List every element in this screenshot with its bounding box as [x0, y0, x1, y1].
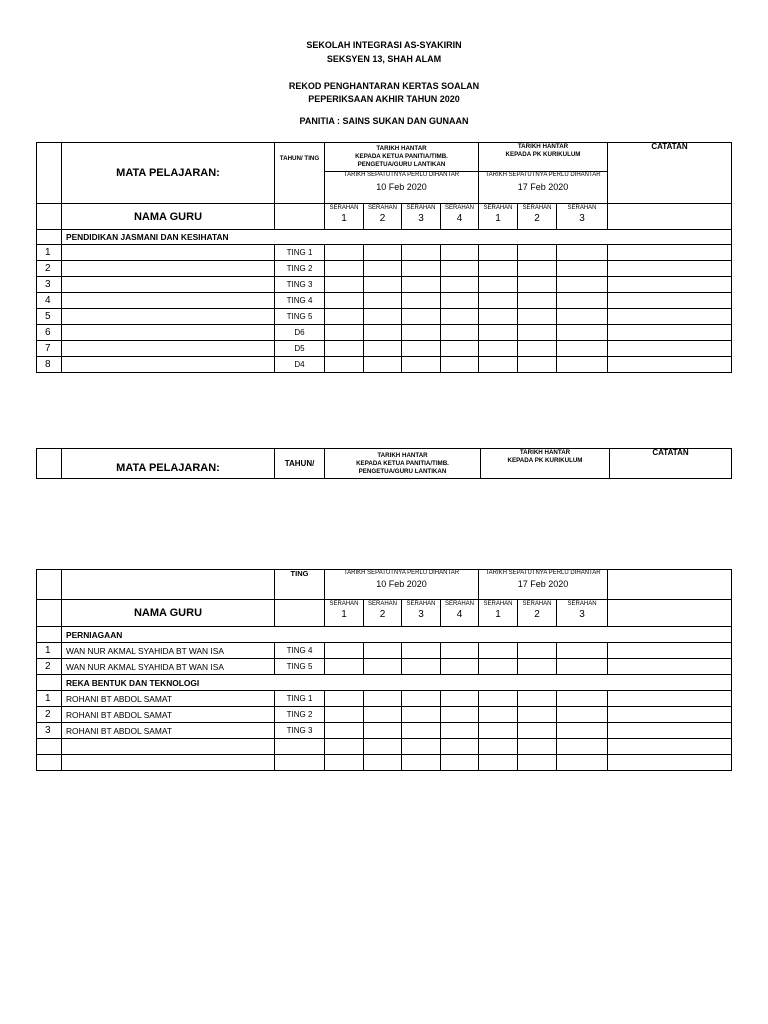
blank-cell: [608, 600, 732, 627]
teacher-name-cell[interactable]: [62, 739, 275, 755]
row-number: 1: [37, 691, 62, 707]
blank-cell: [608, 204, 732, 230]
hantar-pk-header: TARIKH HANTAR KEPADA PK KURIKULUM: [479, 143, 608, 172]
teacher-name-cell[interactable]: [62, 325, 275, 341]
row-number: 6: [37, 325, 62, 341]
teacher-name-cell[interactable]: WAN NUR AKMAL SYAHIDA BT WAN ISA: [62, 659, 275, 675]
level-cell: TING 3: [275, 277, 325, 293]
date-pk-cell: TARIKH SEPATUTNYA PERLU DIHANTAR 17 Feb 2020: [479, 172, 608, 204]
catatan-entry-cell[interactable]: [608, 293, 732, 309]
serahan-entry-cell[interactable]: [441, 691, 479, 707]
mata-pelajaran-label: MATA PELAJARAN:: [62, 449, 275, 479]
serahan-entry-cell[interactable]: [441, 341, 479, 357]
exam-title: PEPERIKSAAN AKHIR TAHUN 2020: [308, 94, 460, 104]
serahan-entry-cell[interactable]: [402, 277, 441, 293]
serahan-entry-cell[interactable]: [557, 325, 608, 341]
record-table-1: [36, 142, 732, 373]
date-pk-cell: TARIKH SEPATUTNYA PERLU DIHANTAR 17 Feb 2020: [479, 570, 608, 600]
serahan-3: SERAHAN 3: [402, 600, 441, 627]
catatan-label: CATATAN: [610, 449, 732, 479]
serahan-entry-cell[interactable]: [518, 277, 557, 293]
level-cell: D5: [275, 341, 325, 357]
serahan-entry-cell[interactable]: [557, 755, 608, 771]
catatan-entry-cell[interactable]: [608, 325, 732, 341]
blank-cell: [37, 627, 62, 643]
serahan-entry-cell[interactable]: [441, 277, 479, 293]
teacher-name-cell[interactable]: ROHANI BT ABDOL SAMAT: [62, 723, 275, 739]
level-cell: [275, 739, 325, 755]
serahan-entry-cell[interactable]: [364, 723, 402, 739]
table-row: [37, 691, 732, 707]
serahan-entry-cell[interactable]: [479, 739, 518, 755]
serahan-entry-cell[interactable]: [479, 755, 518, 771]
catatan-entry-cell[interactable]: [608, 739, 732, 755]
table-row: [37, 293, 732, 309]
serahan-entry-cell[interactable]: [518, 659, 557, 675]
row-number: 1: [37, 245, 62, 261]
record-table-2: [36, 448, 732, 479]
serahan-entry-cell[interactable]: [402, 739, 441, 755]
serahan-entry-cell[interactable]: [325, 643, 364, 659]
subject-heading: PERNIAGAAN: [62, 627, 732, 643]
teacher-name-cell[interactable]: [62, 277, 275, 293]
tahun-ting-label: TAHUN/ TING: [275, 143, 325, 204]
record-title: REKOD PENGHANTARAN KERTAS SOALAN: [288, 81, 480, 91]
serahan-entry-cell[interactable]: [325, 341, 364, 357]
blank-cell: [37, 570, 62, 600]
teacher-name-cell[interactable]: [62, 245, 275, 261]
serahan-pk-2: SERAHAN 2: [518, 600, 557, 627]
catatan-entry-cell[interactable]: [608, 643, 732, 659]
serahan-entry-cell[interactable]: [364, 739, 402, 755]
serahan-entry-cell[interactable]: [557, 643, 608, 659]
serahan-entry-cell[interactable]: [325, 723, 364, 739]
serahan-entry-cell[interactable]: [364, 357, 402, 373]
serahan-pk-1: SERAHAN 1: [479, 204, 518, 230]
serahan-entry-cell[interactable]: [441, 707, 479, 723]
table-row: [37, 357, 732, 373]
serahan-pk-3: SERAHAN 3: [557, 600, 608, 627]
serahan-entry-cell[interactable]: [364, 707, 402, 723]
serahan-entry-cell[interactable]: [402, 357, 441, 373]
teacher-name-cell[interactable]: [62, 261, 275, 277]
row-number: 3: [37, 277, 62, 293]
table-row: [37, 325, 732, 341]
serahan-entry-cell[interactable]: [364, 659, 402, 675]
hantar-panitia-header: TARIKH HANTAR KEPADA KETUA PANITIA/TIMB. PENGETUA/GURU LANTIKAN: [325, 143, 479, 172]
serahan-entry-cell[interactable]: [557, 277, 608, 293]
serahan-entry-cell[interactable]: [364, 261, 402, 277]
serahan-entry-cell[interactable]: [402, 325, 441, 341]
serahan-entry-cell[interactable]: [518, 707, 557, 723]
row-number: 8: [37, 357, 62, 373]
blank-cell: [37, 143, 62, 204]
serahan-pk-3: SERAHAN 3: [557, 204, 608, 230]
panitia-title: PANITIA : SAINS SUKAN DAN GUNAAN: [299, 116, 469, 126]
serahan-entry-cell[interactable]: [479, 245, 518, 261]
serahan-entry-cell[interactable]: [402, 643, 441, 659]
serahan-entry-cell[interactable]: [518, 309, 557, 325]
teacher-name-cell[interactable]: [62, 309, 275, 325]
serahan-entry-cell[interactable]: [518, 245, 557, 261]
row-number: [37, 755, 62, 771]
catatan-entry-cell[interactable]: [608, 659, 732, 675]
table-row: [37, 261, 732, 277]
serahan-entry-cell[interactable]: [557, 659, 608, 675]
row-number: 5: [37, 309, 62, 325]
serahan-entry-cell[interactable]: [441, 723, 479, 739]
table-row: [37, 309, 732, 325]
serahan-entry-cell[interactable]: [518, 325, 557, 341]
serahan-entry-cell[interactable]: [325, 755, 364, 771]
serahan-entry-cell[interactable]: [325, 245, 364, 261]
row-number: 2: [37, 659, 62, 675]
serahan-2: SERAHAN 2: [364, 600, 402, 627]
hantar-panitia-header: TARIKH HANTAR KEPADA KETUA PANITIA/TIMB. PENGETUA/GURU LANTIKAN: [325, 449, 481, 479]
catatan-entry-cell[interactable]: [608, 357, 732, 373]
serahan-entry-cell[interactable]: [441, 659, 479, 675]
serahan-entry-cell[interactable]: [441, 245, 479, 261]
serahan-entry-cell[interactable]: [402, 309, 441, 325]
serahan-entry-cell[interactable]: [364, 755, 402, 771]
serahan-entry-cell[interactable]: [557, 739, 608, 755]
serahan-entry-cell[interactable]: [557, 707, 608, 723]
serahan-entry-cell[interactable]: [518, 755, 557, 771]
serahan-entry-cell[interactable]: [402, 707, 441, 723]
serahan-entry-cell[interactable]: [402, 261, 441, 277]
record-table-3: [36, 569, 732, 771]
serahan-2: SERAHAN 2: [364, 204, 402, 230]
level-cell: TING 5: [275, 659, 325, 675]
serahan-entry-cell[interactable]: [441, 309, 479, 325]
serahan-entry-cell[interactable]: [441, 739, 479, 755]
blank-cell: [275, 600, 325, 627]
teacher-name-cell[interactable]: ROHANI BT ABDOL SAMAT: [62, 691, 275, 707]
serahan-entry-cell[interactable]: [557, 691, 608, 707]
blank-cell: [62, 570, 275, 600]
serahan-entry-cell[interactable]: [518, 293, 557, 309]
serahan-entry-cell[interactable]: [479, 691, 518, 707]
table-row: [37, 277, 732, 293]
date-panitia-cell: TARIKH SEPATUTNYA PERLU DIHANTAR 10 Feb 2020: [325, 570, 479, 600]
level-cell: TING 3: [275, 723, 325, 739]
row-number: 7: [37, 341, 62, 357]
serahan-entry-cell[interactable]: [479, 707, 518, 723]
school-address: SEKSYEN 13, SHAH ALAM: [326, 54, 442, 64]
serahan-entry-cell[interactable]: [479, 357, 518, 373]
table-row: [37, 739, 732, 755]
serahan-entry-cell[interactable]: [479, 277, 518, 293]
row-number: 3: [37, 723, 62, 739]
nama-guru-label: NAMA GURU: [62, 204, 275, 230]
subject-heading: REKA BENTUK DAN TEKNOLOGI: [62, 675, 732, 691]
row-number: 1: [37, 643, 62, 659]
catatan-entry-cell[interactable]: [608, 691, 732, 707]
school-name: SEKOLAH INTEGRASI AS-SYAKIRIN: [306, 40, 462, 50]
catatan-entry-cell[interactable]: [608, 707, 732, 723]
serahan-4: SERAHAN 4: [441, 204, 479, 230]
serahan-entry-cell[interactable]: [518, 261, 557, 277]
serahan-entry-cell[interactable]: [479, 723, 518, 739]
serahan-4: SERAHAN 4: [441, 600, 479, 627]
serahan-entry-cell[interactable]: [479, 659, 518, 675]
tahun-label: TAHUN/: [275, 449, 325, 479]
catatan-entry-cell[interactable]: [608, 309, 732, 325]
table-row: [37, 755, 732, 771]
serahan-entry-cell[interactable]: [325, 261, 364, 277]
serahan-entry-cell[interactable]: [402, 723, 441, 739]
table-row: [37, 643, 732, 659]
serahan-entry-cell[interactable]: [479, 309, 518, 325]
blank-cell: [37, 675, 62, 691]
teacher-name-cell[interactable]: [62, 293, 275, 309]
serahan-entry-cell[interactable]: [364, 643, 402, 659]
teacher-name-cell[interactable]: WAN NUR AKMAL SYAHIDA BT WAN ISA: [62, 643, 275, 659]
serahan-entry-cell[interactable]: [479, 643, 518, 659]
table-row: [37, 341, 732, 357]
serahan-pk-1: SERAHAN 1: [479, 600, 518, 627]
serahan-entry-cell[interactable]: [364, 293, 402, 309]
serahan-entry-cell[interactable]: [479, 325, 518, 341]
table-row: [37, 723, 732, 739]
serahan-entry-cell[interactable]: [557, 309, 608, 325]
level-cell: D4: [275, 357, 325, 373]
teacher-name-cell[interactable]: [62, 341, 275, 357]
serahan-entry-cell[interactable]: [518, 739, 557, 755]
serahan-entry-cell[interactable]: [518, 723, 557, 739]
serahan-entry-cell[interactable]: [557, 341, 608, 357]
level-cell: [275, 755, 325, 771]
mata-pelajaran-label: MATA PELAJARAN:: [62, 143, 275, 204]
serahan-entry-cell[interactable]: [441, 643, 479, 659]
blank-cell: [275, 204, 325, 230]
nama-guru-label: NAMA GURU: [62, 600, 275, 627]
level-cell: TING 4: [275, 293, 325, 309]
blank-cell: [37, 230, 62, 245]
row-number: 2: [37, 707, 62, 723]
row-number: [37, 739, 62, 755]
blank-cell: [37, 449, 62, 479]
serahan-entry-cell[interactable]: [325, 277, 364, 293]
level-cell: TING 2: [275, 707, 325, 723]
catatan-entry-cell[interactable]: [608, 277, 732, 293]
serahan-entry-cell[interactable]: [325, 739, 364, 755]
table-row: [37, 707, 732, 723]
serahan-entry-cell[interactable]: [479, 293, 518, 309]
hantar-pk-header: TARIKH HANTAR KEPADA PK KURIKULUM: [481, 449, 610, 479]
serahan-entry-cell[interactable]: [364, 325, 402, 341]
serahan-entry-cell[interactable]: [364, 341, 402, 357]
serahan-entry-cell[interactable]: [557, 245, 608, 261]
serahan-entry-cell[interactable]: [402, 245, 441, 261]
serahan-entry-cell[interactable]: [402, 691, 441, 707]
serahan-entry-cell[interactable]: [557, 293, 608, 309]
serahan-entry-cell[interactable]: [364, 309, 402, 325]
serahan-entry-cell[interactable]: [325, 659, 364, 675]
serahan-entry-cell[interactable]: [518, 643, 557, 659]
level-cell: TING 5: [275, 309, 325, 325]
catatan-label: CATATAN: [608, 143, 732, 204]
serahan-entry-cell[interactable]: [364, 277, 402, 293]
serahan-1: SERAHAN 1: [325, 204, 364, 230]
catatan-entry-cell[interactable]: [608, 755, 732, 771]
serahan-entry-cell[interactable]: [364, 245, 402, 261]
level-cell: TING 1: [275, 691, 325, 707]
table-row: [37, 245, 732, 261]
serahan-entry-cell[interactable]: [364, 691, 402, 707]
serahan-entry-cell[interactable]: [557, 357, 608, 373]
level-cell: TING 2: [275, 261, 325, 277]
serahan-entry-cell[interactable]: [402, 659, 441, 675]
teacher-name-cell[interactable]: [62, 357, 275, 373]
serahan-entry-cell[interactable]: [557, 723, 608, 739]
catatan-entry-cell[interactable]: [608, 723, 732, 739]
serahan-entry-cell[interactable]: [479, 341, 518, 357]
serahan-entry-cell[interactable]: [441, 325, 479, 341]
serahan-entry-cell[interactable]: [441, 293, 479, 309]
serahan-pk-2: SERAHAN 2: [518, 204, 557, 230]
serahan-entry-cell[interactable]: [325, 357, 364, 373]
serahan-entry-cell[interactable]: [325, 293, 364, 309]
serahan-3: SERAHAN 3: [402, 204, 441, 230]
teacher-name-cell[interactable]: [62, 755, 275, 771]
blank-cell: [37, 600, 62, 627]
serahan-entry-cell[interactable]: [518, 691, 557, 707]
level-cell: TING 1: [275, 245, 325, 261]
serahan-entry-cell[interactable]: [325, 707, 364, 723]
serahan-entry-cell[interactable]: [402, 293, 441, 309]
serahan-entry-cell[interactable]: [402, 755, 441, 771]
serahan-entry-cell[interactable]: [402, 341, 441, 357]
catatan-entry-cell[interactable]: [608, 245, 732, 261]
date-panitia-cell: TARIKH SEPATUTNYA PERLU DIHANTAR 10 Feb 2020: [325, 172, 479, 204]
catatan-entry-cell[interactable]: [608, 261, 732, 277]
serahan-entry-cell[interactable]: [325, 691, 364, 707]
table-row: [37, 659, 732, 675]
row-number: 4: [37, 293, 62, 309]
blank-cell: [608, 570, 732, 600]
subject-heading: PENDIDIKAN JASMANI DAN KESIHATAN: [62, 230, 732, 245]
serahan-entry-cell[interactable]: [441, 261, 479, 277]
serahan-entry-cell[interactable]: [557, 261, 608, 277]
serahan-entry-cell[interactable]: [441, 357, 479, 373]
serahan-1: SERAHAN 1: [325, 600, 364, 627]
serahan-entry-cell[interactable]: [441, 755, 479, 771]
ting-label: TING: [275, 570, 325, 600]
blank-cell: [37, 204, 62, 230]
level-cell: TING 4: [275, 643, 325, 659]
catatan-entry-cell[interactable]: [608, 341, 732, 357]
serahan-entry-cell[interactable]: [479, 261, 518, 277]
serahan-entry-cell[interactable]: [325, 325, 364, 341]
serahan-entry-cell[interactable]: [518, 341, 557, 357]
level-cell: D6: [275, 325, 325, 341]
row-number: 2: [37, 261, 62, 277]
serahan-entry-cell[interactable]: [518, 357, 557, 373]
serahan-entry-cell[interactable]: [325, 309, 364, 325]
teacher-name-cell[interactable]: ROHANI BT ABDOL SAMAT: [62, 707, 275, 723]
